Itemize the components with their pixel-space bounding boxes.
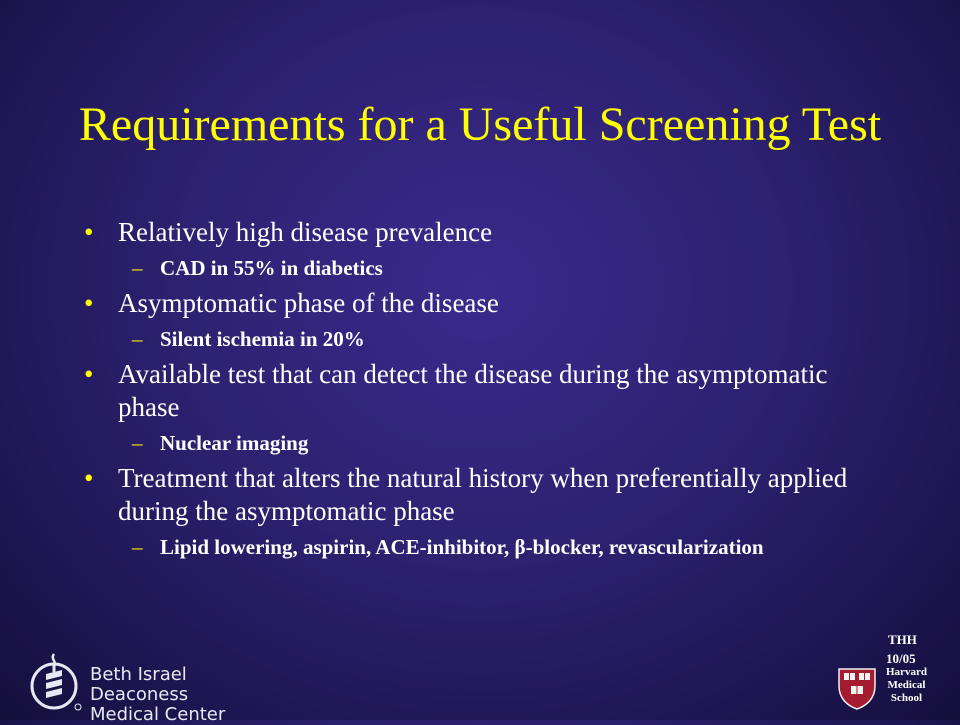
bullet-item [80, 216, 880, 249]
sub-bullet-text: Nuclear imaging [160, 431, 309, 455]
sub-bullet-item [80, 534, 880, 560]
school-line2: Medical [887, 679, 926, 691]
harvard-shield-icon [836, 666, 878, 710]
bullet-marker: • [84, 288, 94, 318]
bidmc-logo [26, 650, 286, 725]
sub-bullet-text: Silent ischemia in 20% [160, 327, 365, 351]
sub-bullet-text: CAD in 55% in diabetics [160, 256, 383, 280]
bullet-marker: • [84, 217, 94, 247]
bullet-item [80, 358, 880, 424]
school-line1: Harvard [886, 666, 927, 678]
bullet-list [80, 210, 880, 564]
slide-title: Requirements for a Useful Screening Test [78, 98, 882, 151]
logo-text [90, 665, 286, 725]
bullet-item [80, 287, 880, 320]
sub-bullet-marker: – [132, 431, 143, 455]
bullet-marker: • [84, 463, 94, 493]
school-name [886, 666, 927, 705]
sub-bullet-item [80, 430, 880, 456]
sub-bullet-marker: – [132, 535, 143, 559]
bidmc-logo-icon [26, 650, 84, 712]
bullet-text: Relatively high disease prevalence [118, 217, 493, 247]
slide-date: 10/05 [886, 651, 916, 666]
bullet-text: Treatment that alters the natural history when preferentially applied during the asymptomatic phase [118, 463, 848, 526]
bullet-item [80, 462, 880, 528]
sub-bullet-item [80, 255, 880, 281]
sub-bullet-marker: – [132, 327, 143, 351]
school-line3: School [890, 692, 923, 704]
sub-bullet-item [80, 326, 880, 352]
footer-right [870, 632, 950, 716]
logo-line1: Beth Israel Deaconess [90, 664, 189, 705]
sub-bullet-text: Lipid lowering, aspirin, ACE-inhibitor, β-blocker, revascularization [160, 535, 764, 559]
slide-code: THH [888, 632, 917, 647]
bullet-marker: • [84, 359, 94, 389]
bullet-text: Asymptomatic phase of the disease [118, 288, 499, 318]
logo-line2: Medical Center [90, 704, 226, 725]
bullet-text: Available test that can detect the disease during the asymptomatic phase [118, 359, 828, 422]
sub-bullet-marker: – [132, 256, 143, 280]
